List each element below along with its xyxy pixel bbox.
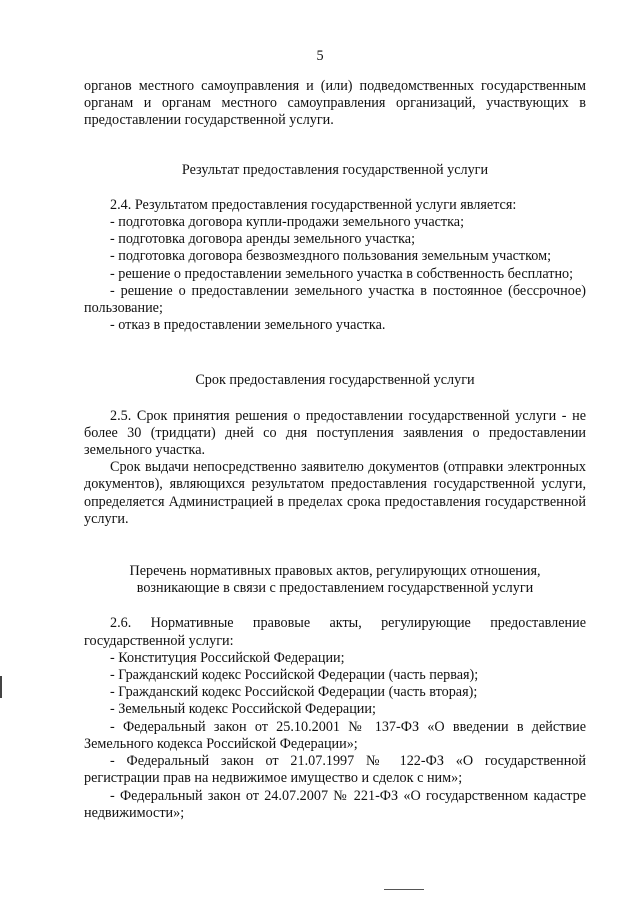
list-item: - подготовка договора безвозмездного пользования земельным участком; [110, 248, 552, 265]
paragraph-2-4: 2.4. Результатом предоставления государственной услуги является: [110, 196, 517, 213]
list-item: - Гражданский кодекс Российской Федерации (часть вторая); [110, 684, 478, 701]
section-heading-result: Результат предоставления государственной услуги [181, 161, 489, 178]
section-heading-legal-acts [84, 563, 586, 597]
document-body [84, 78, 586, 822]
list-item: - подготовка договора купли-продажи земельного участка; [110, 214, 465, 231]
list-item: - решение о предоставлении земельного участка в постоянное (бессрочное) пользование; [84, 282, 586, 317]
section-result [84, 162, 586, 335]
paragraph-2-5: 2.5. Срок принятия решения о предоставлении государственной услуги - не более 30 (тридцати) дней со дня поступления заявления о предоставлении земельного участка. [84, 407, 586, 459]
list-item: - Федеральный закон от 24.07.2007 № 221-ФЗ «О государственном кадастре недвижимости»; [84, 787, 586, 821]
list-item: - Конституция Российской Федерации; [110, 649, 345, 666]
list-item: - Земельный кодекс Российской Федерации; [110, 701, 376, 718]
heading-line: Перечень нормативных правовых актов, регулирующих отношения, [129, 563, 541, 580]
heading-line: возникающие в связи с предоставлением государственной услуги [136, 580, 534, 597]
section-heading-term: Срок предоставления государственной услуги [195, 372, 475, 389]
intro-paragraph: органов местного самоуправления и (или) подведомственных государственным органам и органам местного самоуправления организаций, участвующих в предоставлении государственной услуги. [84, 78, 586, 129]
section-term [84, 372, 586, 528]
list-item: - отказ в предоставлении земельного участка. [110, 317, 386, 334]
page-number: 5 [316, 48, 324, 64]
legal-acts-list [84, 650, 586, 822]
scan-edge-mark [0, 676, 2, 698]
list-item: - Федеральный закон от 25.10.2001 № 137-ФЗ «О введении в действие Земельного кодекса Российской Федерации»; [84, 718, 586, 752]
list-item: - подготовка договора аренды земельного участка; [110, 231, 416, 248]
list-item: - Федеральный закон от 21.07.1997 № 122-ФЗ «О государственной регистрации прав на недвижимое имущество и сделок с ним»; [84, 753, 586, 787]
section-legal-acts [84, 563, 586, 822]
paragraph-2-5-delivery: Срок выдачи непосредственно заявителю документов (отправки электронных документов), являющихся результатом предоставления государственной услуги, определяется Администрацией в пределах срока предоставления государственной услуги. [84, 459, 586, 527]
list-item: - Гражданский кодекс Российской Федерации (часть первая); [110, 667, 479, 684]
scan-footer-mark [384, 889, 424, 890]
list-item: - решение о предоставлении земельного участка в собственность бесплатно; [110, 265, 574, 282]
result-list [84, 214, 586, 334]
paragraph-2-6: 2.6. Нормативные правовые акты, регулирующие предоставление государственной услуги: [84, 615, 586, 649]
